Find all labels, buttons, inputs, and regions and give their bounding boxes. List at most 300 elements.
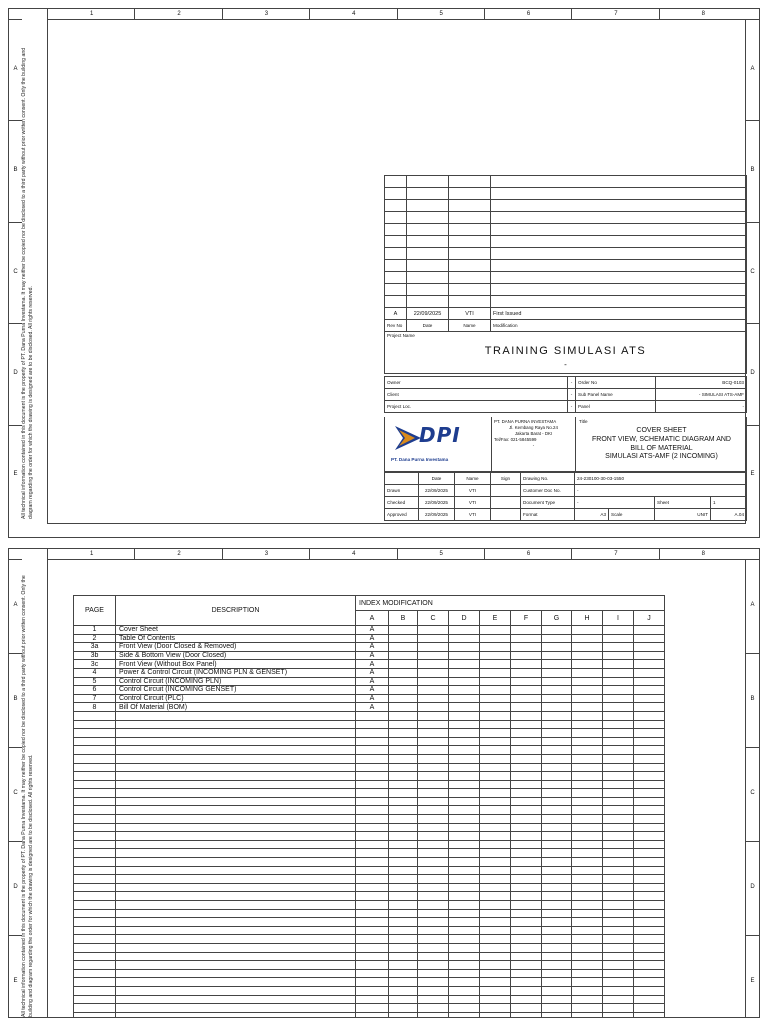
modification-cell (449, 943, 480, 952)
modification-cell (389, 754, 418, 763)
modification-cell (542, 694, 572, 703)
modification-cell (389, 797, 418, 806)
modification-cell (511, 823, 542, 832)
modification-cell (418, 737, 449, 746)
modification-cell (449, 806, 480, 815)
modification-cell (418, 995, 449, 1004)
rev-no-header: Rev No (385, 320, 407, 332)
company-name: PT. DANA PURNA INVESTAMA (494, 419, 557, 424)
modification-cell: A (356, 677, 389, 686)
modification-cell (511, 711, 542, 720)
modification-cell (542, 677, 572, 686)
page-number: 3a (74, 643, 116, 652)
modification-cell (634, 892, 665, 901)
modification-cell (480, 789, 511, 798)
approved-label: Approved (385, 509, 419, 521)
page-number: 7 (74, 694, 116, 703)
drawing-no-value: 24-230100-30-03-1550 (575, 473, 747, 485)
index-row (74, 686, 665, 695)
company-title-box (384, 417, 747, 472)
modification-cell (511, 978, 542, 987)
modification-cell (603, 720, 634, 729)
modification-cell (389, 892, 418, 901)
modification-column-a: A (356, 611, 389, 626)
modification-cell (572, 643, 603, 652)
modification-cell (418, 806, 449, 815)
modification-cell (634, 840, 665, 849)
page-description (116, 935, 356, 944)
modification-cell (603, 651, 634, 660)
index-row (74, 866, 665, 875)
modification-cell (634, 918, 665, 927)
modification-cell (572, 737, 603, 746)
modification-cell (511, 660, 542, 669)
modification-cell (511, 883, 542, 892)
modification-cell (572, 797, 603, 806)
row-marker: E (13, 471, 18, 478)
name-header: Name (455, 473, 491, 485)
modification-cell (480, 866, 511, 875)
column-marker: 2 (134, 549, 222, 559)
modification-cell: A (356, 694, 389, 703)
row-marker: D (750, 884, 755, 890)
modification-cell (480, 780, 511, 789)
modification-cell (480, 909, 511, 918)
modification-cell (480, 961, 511, 970)
modification-cell (603, 797, 634, 806)
modification-cell (572, 686, 603, 695)
logo-subtitle: PT. Dana Purna Investama (391, 457, 449, 462)
revision-empty-row (385, 260, 747, 272)
page-description (116, 875, 356, 884)
modification-cell (356, 815, 389, 824)
modification-cell (418, 711, 449, 720)
revision-empty-row (385, 284, 747, 296)
modification-cell (418, 840, 449, 849)
modification-cell (356, 926, 389, 935)
modification-cell (449, 1004, 480, 1013)
project-name-label: Project Name (387, 333, 415, 338)
modification-cell (572, 832, 603, 841)
confidentiality-note: All technical information contained in this document is the property of PT. Dana Purna Investama. It may neither be copied nor be disclosed to a third party without prior written consent. Only the building and diagram regarding the order for which the drawing is designed are to be disclosed. All rights reserved. (21, 575, 34, 1017)
page-description (116, 772, 356, 781)
sign-header: Sign (491, 473, 521, 485)
modification-cell (389, 660, 418, 669)
modification-cell (418, 746, 449, 755)
index-row (74, 883, 665, 892)
modification-cell (449, 780, 480, 789)
modification-cell (418, 789, 449, 798)
page-description (116, 832, 356, 841)
modification-cell (603, 772, 634, 781)
modification-cell (356, 1012, 389, 1018)
page-number (74, 961, 116, 970)
index-row (74, 651, 665, 660)
modification-cell (480, 952, 511, 961)
modification-cell (418, 866, 449, 875)
modification-cell (542, 926, 572, 935)
modification-cell (418, 626, 449, 635)
modification-cell (572, 866, 603, 875)
modification-cell (572, 849, 603, 858)
title-line-2: FRONT VIEW, SCHEMATIC DIAGRAM AND (592, 435, 731, 443)
modification-cell (418, 780, 449, 789)
modification-cell (389, 643, 418, 652)
project-name: TRAINING SIMULASI ATS (484, 345, 647, 357)
page-number (74, 952, 116, 961)
modification-cell (356, 780, 389, 789)
page-description (116, 797, 356, 806)
modification-cell (418, 703, 449, 712)
modification-cell (480, 849, 511, 858)
order-no-label: Order No (576, 377, 656, 389)
page-number: 3c (74, 660, 116, 669)
page-number (74, 969, 116, 978)
index-row (74, 806, 665, 815)
page-number (74, 943, 116, 952)
modification-cell (603, 780, 634, 789)
modification-cell (418, 634, 449, 643)
modification-cell (389, 806, 418, 815)
modification-cell (542, 909, 572, 918)
modification-cell (634, 720, 665, 729)
modification-cell (572, 901, 603, 910)
description-column-header: DESCRIPTION (116, 596, 356, 626)
title-line-1: COVER SHEET (636, 427, 687, 434)
modification-cell (603, 729, 634, 738)
modification-cell (449, 703, 480, 712)
modification-cell (418, 926, 449, 935)
column-marker: 6 (484, 9, 572, 19)
modification-cell (449, 797, 480, 806)
index-row (74, 892, 665, 901)
modification-cell (418, 772, 449, 781)
page-number (74, 995, 116, 1004)
index-row (74, 737, 665, 746)
column-marker: 4 (309, 549, 397, 559)
index-row (74, 840, 665, 849)
modification-cell (572, 1012, 603, 1018)
modification-cell (572, 789, 603, 798)
row-tick (746, 323, 759, 324)
page-description (116, 926, 356, 935)
modification-cell (389, 789, 418, 798)
modification-cell (603, 763, 634, 772)
modification-cell (480, 677, 511, 686)
modification-cell (449, 849, 480, 858)
modification-cell (389, 832, 418, 841)
modification-cell (418, 677, 449, 686)
modification-cell (572, 660, 603, 669)
modification-cell (480, 1012, 511, 1018)
modification-cell (389, 686, 418, 695)
modification-cell (418, 763, 449, 772)
modification-cell (418, 901, 449, 910)
page-number (74, 1012, 116, 1018)
customer-doc-label: Customer Doc No. (521, 485, 575, 497)
modification-cell (634, 677, 665, 686)
column-marker: 4 (309, 9, 397, 19)
index-row (74, 926, 665, 935)
modification-cell (449, 694, 480, 703)
row-marker: A (750, 602, 755, 608)
modification-cell (572, 961, 603, 970)
modification-cell (572, 892, 603, 901)
modification-cell (449, 626, 480, 635)
client-label: Client (385, 389, 568, 401)
row-tick (746, 120, 759, 121)
modification-cell (418, 935, 449, 944)
row-tick (746, 425, 759, 426)
modification-cell (418, 1012, 449, 1018)
page-number (74, 823, 116, 832)
modification-cell (603, 961, 634, 970)
dpi-logo-icon (395, 426, 421, 450)
revision-empty-row (385, 176, 747, 188)
modification-cell (634, 978, 665, 987)
modification-cell (389, 858, 418, 867)
sub-panel-dash: - (698, 392, 701, 397)
index-row (74, 858, 665, 867)
modification-cell (356, 901, 389, 910)
approval-table (384, 472, 747, 521)
modification-cell (634, 668, 665, 677)
modification-cell (356, 858, 389, 867)
modification-cell (511, 952, 542, 961)
modification-cell (480, 883, 511, 892)
modification-cell (449, 840, 480, 849)
modification-cell (634, 711, 665, 720)
row-tick (746, 747, 759, 748)
modification-cell (542, 858, 572, 867)
modification-cell: A (356, 660, 389, 669)
row-tick (746, 841, 759, 842)
row-marker: A (13, 65, 18, 72)
page-description: Cover Sheet (116, 626, 356, 635)
modification-cell (449, 746, 480, 755)
checked-name: VTI (455, 497, 491, 509)
modification-cell (418, 660, 449, 669)
modification-cell (603, 918, 634, 927)
modification-cell (511, 686, 542, 695)
modification-cell (389, 866, 418, 875)
panel-value: - (656, 401, 747, 413)
modification-cell (511, 909, 542, 918)
modification-cell (634, 935, 665, 944)
modification-cell (356, 711, 389, 720)
table-of-contents-page (8, 548, 760, 1018)
modification-cell (511, 815, 542, 824)
index-row (74, 694, 665, 703)
row-marker: C (13, 268, 18, 275)
modification-cell (480, 969, 511, 978)
column-marker: 2 (134, 9, 222, 19)
modification-cell (356, 840, 389, 849)
page-description: Control Circuit (INCOMING PLN) (116, 677, 356, 686)
modification-cell (449, 660, 480, 669)
modification-cell (542, 780, 572, 789)
page-description (116, 729, 356, 738)
modification-cell (634, 643, 665, 652)
modification-cell (449, 772, 480, 781)
index-row (74, 995, 665, 1004)
modification-cell: A (356, 703, 389, 712)
page-number (74, 754, 116, 763)
modification-cell (511, 892, 542, 901)
page-number (74, 772, 116, 781)
modification-cell (449, 978, 480, 987)
modification-cell (572, 969, 603, 978)
modification-cell (542, 901, 572, 910)
order-no-value: BCQ-0103 (656, 377, 747, 389)
page-description (116, 806, 356, 815)
modification-cell (572, 634, 603, 643)
modification-cell (480, 651, 511, 660)
modification-cell (449, 823, 480, 832)
modification-cell (418, 686, 449, 695)
modification-cell (418, 651, 449, 660)
modification-cell (480, 703, 511, 712)
modification-cell (480, 668, 511, 677)
modification-cell (634, 763, 665, 772)
company-address-4: - (532, 443, 535, 448)
modification-cell (356, 737, 389, 746)
modification-cell (511, 986, 542, 995)
index-row (74, 754, 665, 763)
modification-cell (480, 832, 511, 841)
modification-cell (603, 866, 634, 875)
modification-cell (449, 866, 480, 875)
modification-cell (542, 746, 572, 755)
page-description: Side & Bottom View (Door Closed) (116, 651, 356, 660)
modification-cell (480, 901, 511, 910)
modification-cell (511, 1004, 542, 1013)
modification-cell (634, 858, 665, 867)
sheet-label: Sheet (655, 497, 711, 509)
modification-cell (572, 875, 603, 884)
index-row (74, 677, 665, 686)
page-number: 4 (74, 668, 116, 677)
modification-cell (418, 832, 449, 841)
rev-modification: First Issued (491, 308, 747, 320)
page-number: 5 (74, 677, 116, 686)
modification-cell (480, 978, 511, 987)
approved-name: VTI (455, 509, 491, 521)
modification-cell (389, 668, 418, 677)
modification-cell (356, 720, 389, 729)
project-loc-label: Project Loc. (385, 401, 568, 413)
index-row (74, 711, 665, 720)
modification-cell (542, 797, 572, 806)
checked-label: Checked (385, 497, 419, 509)
modification-cell (634, 926, 665, 935)
modification-cell (418, 643, 449, 652)
page-description (116, 711, 356, 720)
modification-cell (634, 952, 665, 961)
modification-cell (418, 849, 449, 858)
modification-cell (603, 969, 634, 978)
modification-cell (418, 875, 449, 884)
modification-cell: A (356, 651, 389, 660)
index-row (74, 720, 665, 729)
revision-empty-row (385, 272, 747, 284)
modification-cell (542, 1004, 572, 1013)
modification-cell (389, 772, 418, 781)
index-row (74, 823, 665, 832)
modification-cell (356, 943, 389, 952)
revision-empty-row (385, 296, 747, 308)
row-ruler-right (746, 559, 759, 1018)
modification-cell (542, 866, 572, 875)
modification-cell (418, 858, 449, 867)
page-number (74, 858, 116, 867)
index-row (74, 832, 665, 841)
page-description (116, 840, 356, 849)
modification-cell (603, 746, 634, 755)
page-number (74, 737, 116, 746)
modification-cell (634, 754, 665, 763)
drawing-title (577, 417, 746, 471)
modification-cell (572, 754, 603, 763)
modification-cell (572, 720, 603, 729)
page-number (74, 875, 116, 884)
modification-cell (634, 943, 665, 952)
page-number (74, 866, 116, 875)
page-description (116, 763, 356, 772)
modification-cell (480, 815, 511, 824)
modification-cell (634, 789, 665, 798)
modification-cell (634, 849, 665, 858)
modification-cell (418, 892, 449, 901)
modification-cell (603, 995, 634, 1004)
modification-cell (572, 935, 603, 944)
modification-cell (511, 694, 542, 703)
index-row (74, 780, 665, 789)
modification-cell (449, 926, 480, 935)
modification-cell (418, 797, 449, 806)
company-logo (385, 417, 492, 471)
modification-cell (449, 754, 480, 763)
index-row (74, 626, 665, 635)
page-number (74, 840, 116, 849)
page-number (74, 926, 116, 935)
modification-cell (480, 986, 511, 995)
modification-cell (634, 901, 665, 910)
modification-cell (542, 961, 572, 970)
modification-cell (356, 935, 389, 944)
modification-cell (356, 1004, 389, 1013)
modification-cell (634, 909, 665, 918)
index-row (74, 849, 665, 858)
modification-cell (480, 858, 511, 867)
page-number (74, 849, 116, 858)
modification-cell (542, 883, 572, 892)
modification-cell (603, 926, 634, 935)
modification-cell (572, 729, 603, 738)
approved-date: 22/09/2025 (419, 509, 455, 521)
row-marker: B (750, 167, 755, 174)
page-description (116, 866, 356, 875)
modification-cell (449, 729, 480, 738)
modification-cell (356, 729, 389, 738)
modification-cell (356, 978, 389, 987)
page-number (74, 986, 116, 995)
unit-value: A.04 (711, 509, 747, 521)
title-line-4: SIMULASI ATS-AMF (2 INCOMING) (605, 453, 718, 461)
modification-cell (480, 797, 511, 806)
modification-cell (634, 686, 665, 695)
modification-cell (449, 789, 480, 798)
